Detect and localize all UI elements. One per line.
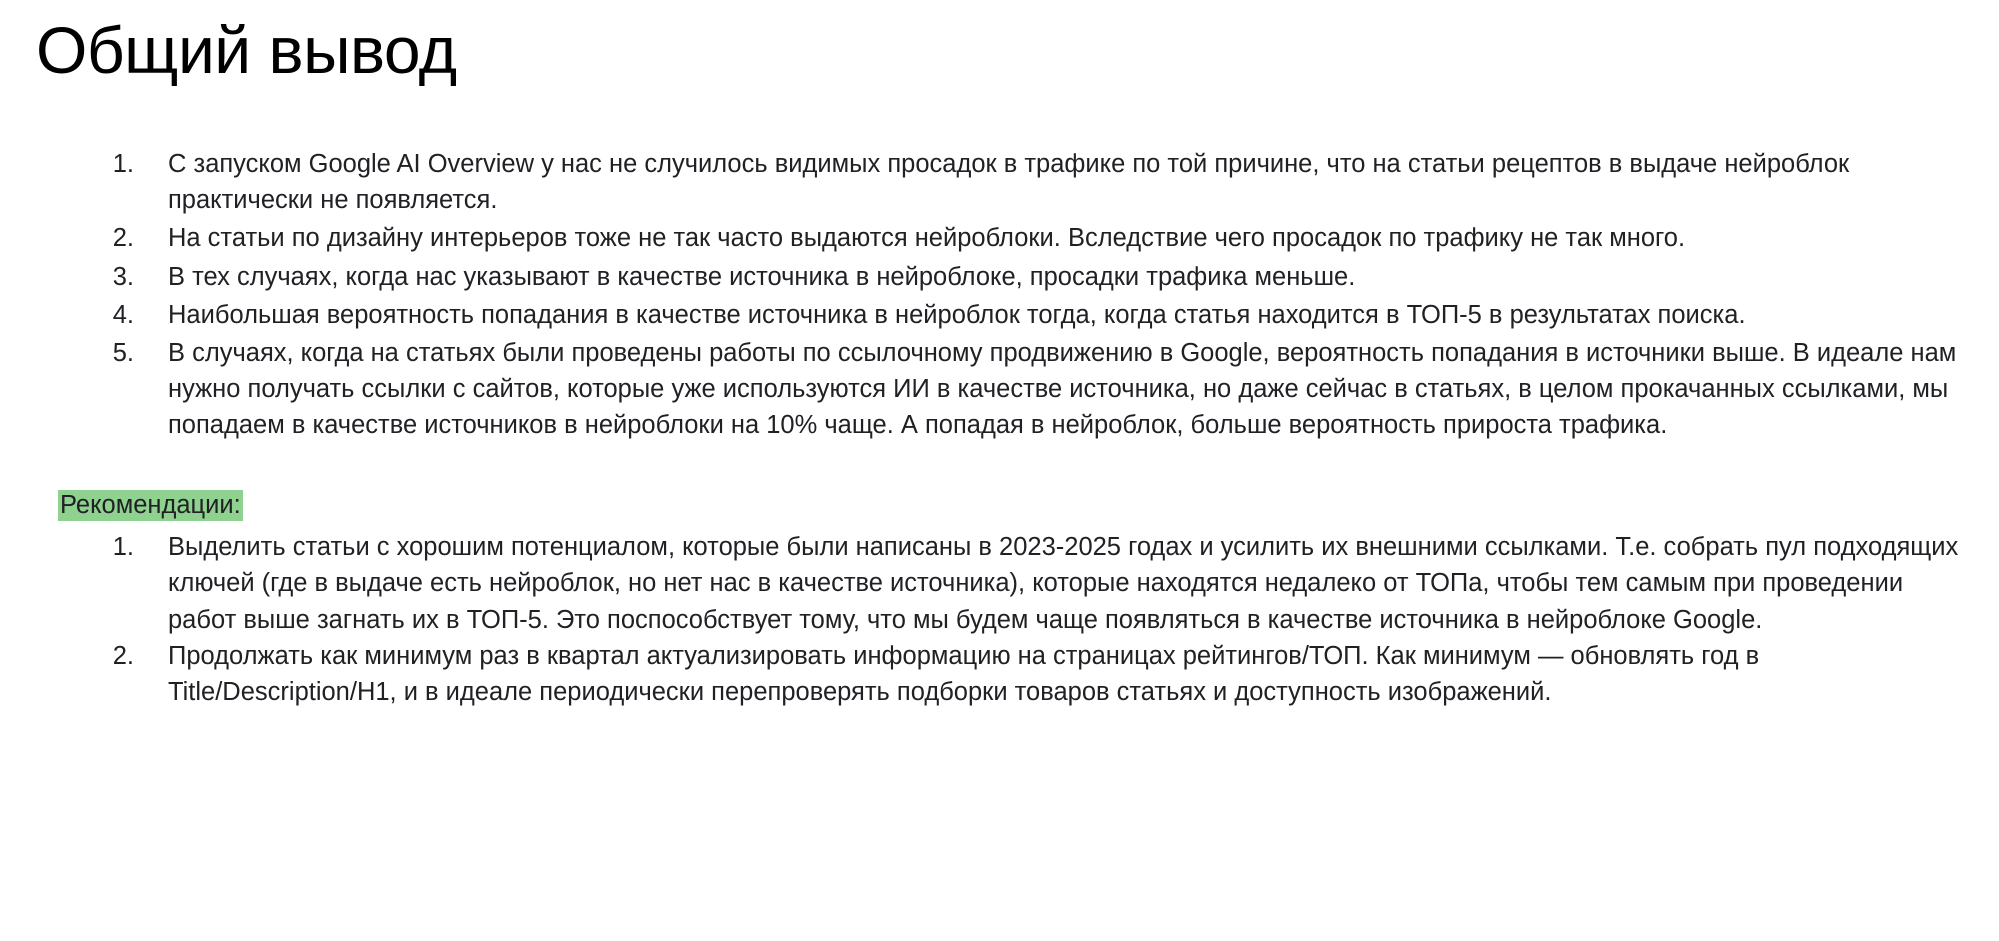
recommendations-list-block bbox=[28, 529, 1959, 710]
slide bbox=[0, 8, 1999, 941]
recommendations-heading-text: Рекомендации: bbox=[60, 490, 241, 519]
recommendations-list bbox=[58, 529, 1959, 710]
list-item: На статьи по дизайну интерьеров тоже не так часто выдаются нейроблоки. Вследствие чего просадок по трафику не так много. bbox=[168, 224, 1686, 253]
page-title: Общий вывод bbox=[36, 13, 457, 87]
list-item: В тех случаях, когда нас указывают в качестве источника в нейроблоке, просадки трафика меньше. bbox=[168, 262, 1356, 291]
conclusions-list bbox=[58, 146, 1959, 444]
list-item: Наибольшая вероятность попадания в качестве источника в нейроблок тогда, когда статья находится в ТОП-5 в результатах поиска. bbox=[168, 300, 1746, 329]
list-item: С запуском Google AI Overview у нас не случилось видимых просадок в трафике по той причине, что на статьи рецептов в выдаче нейроблок практически не появляется. bbox=[168, 149, 1850, 215]
conclusions-list-block bbox=[28, 146, 1959, 444]
list-item: Продолжать как минимум раз в квартал актуализировать информацию на страницах рейтингов/ТОП. Как минимум — обновлять год в Title/Description/H1, и в идеале периодически перепроверять подборки товаров статьях и доступность изображений. bbox=[168, 641, 1760, 707]
recommendations-heading bbox=[28, 488, 1959, 524]
list-item: В случаях, когда на статьях были проведены работы по ссылочному продвижению в Google, вероятность попадания в источники выше. В идеале нам нужно получать ссылки с сайтов, которые уже используются ИИ в качестве источника, но даже сейчас в статьях, в целом прокачанных ссылками, мы попадаем в качестве источников в нейроблоки на 10% чаще. А попадая в нейроблок, больше вероятность прироста трафика. bbox=[168, 338, 1957, 440]
list-item: Выделить статьи с хорошим потенциалом, которые были написаны в 2023-2025 годах и усилить их внешними ссылками. Т.е. собрать пул подходящих ключей (где в выдаче есть нейроблок, но нет нас в качестве источника), которые находятся недалеко от ТОПа, чтобы тем самым при проведении работ выше загнать их в ТОП-5. Это поспособствует тому, что мы будем чаще появляться в качестве источника в нейроблоке Google. bbox=[168, 533, 1959, 634]
